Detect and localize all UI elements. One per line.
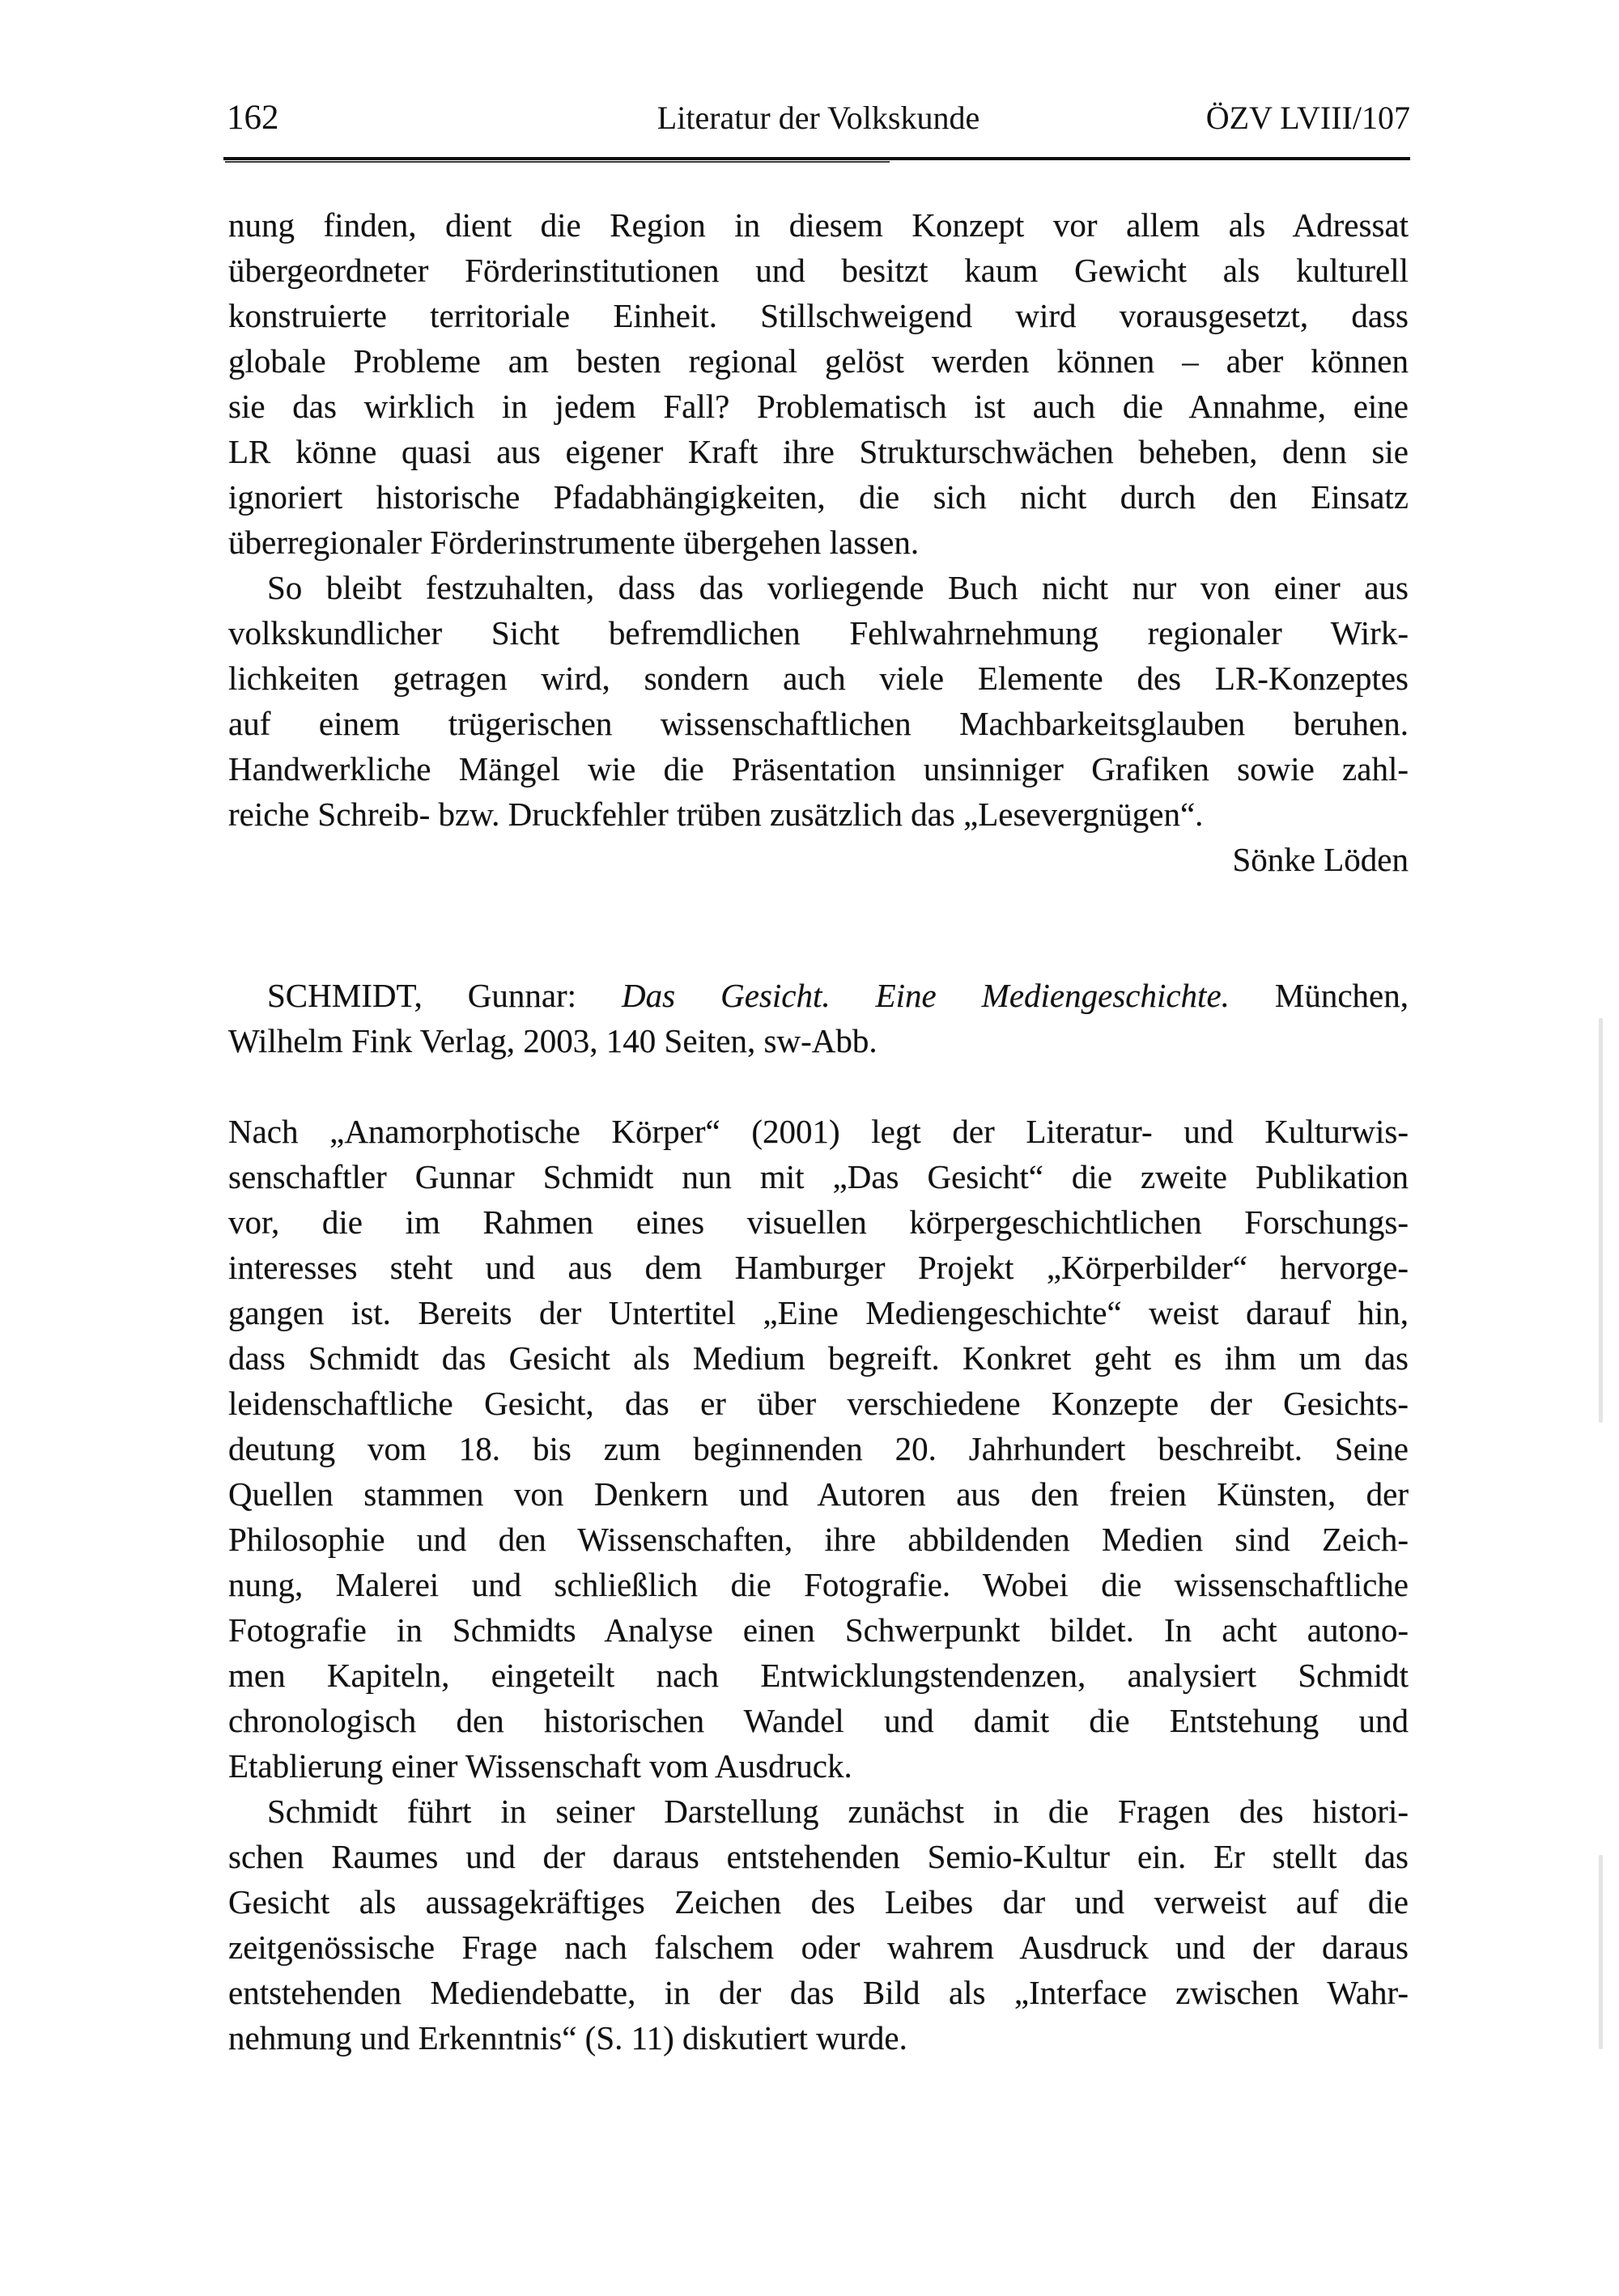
text-segment: Wilhelm Fink Verlag, 2003, 140 Seiten, sw-Abb.	[228, 1022, 877, 1059]
text-segment: entstehenden Mediendebatte, in der das Bild als „Interface zwischen Wahr-	[228, 1974, 1409, 2011]
text-line	[228, 474, 1409, 520]
running-title: Literatur der Volkskunde	[657, 100, 980, 136]
text-line	[228, 1517, 1409, 1562]
text-line	[228, 1109, 1409, 1154]
text-line	[228, 248, 1409, 293]
review-conclusion-paragraphs	[228, 202, 1409, 837]
text-segment: nung, Malerei und schließlich die Fotografie. Wobei die wissenschaftliche	[228, 1566, 1409, 1603]
scan-artifact	[1599, 1018, 1603, 1423]
reviewer-signature: Sönke Löden	[1232, 841, 1409, 878]
text-line	[228, 1018, 1409, 1063]
text-segment: Gesicht als aussagekräftiges Zeichen des Leibes dar und verweist auf die	[228, 1883, 1409, 1920]
text-line	[228, 384, 1409, 429]
text-segment: konstruierte territoriale Einheit. Stillschweigend wird vorausgesetzt, dass	[228, 297, 1409, 334]
text-segment: ignoriert historische Pfadabhängigkeiten, die sich nicht durch den Einsatz	[228, 478, 1409, 516]
text-line	[228, 1381, 1409, 1426]
text-line	[228, 1426, 1409, 1471]
text-line	[228, 1653, 1409, 1698]
text-line	[228, 1290, 1409, 1335]
paragraph	[228, 202, 1409, 565]
text-line	[228, 520, 1409, 565]
text-column	[228, 202, 1409, 2060]
text-segment: globale Probleme am besten regional gelöst werden können – aber können	[228, 342, 1409, 380]
text-segment: Etablierung einer Wissenschaft vom Ausdruck.	[228, 1747, 852, 1785]
text-segment: auf einem trügerischen wissenschaftlichen Machbarkeitsglauben beruhen.	[228, 705, 1409, 742]
paragraph	[228, 565, 1409, 837]
text-segment: überregionaler Förderinstrumente übergehen lassen.	[228, 524, 920, 561]
text-segment: reiche Schreib- bzw. Druckfehler trüben zusätzlich das „Lesevergnügen“.	[228, 796, 1204, 833]
text-segment: leidenschaftliche Gesicht, das er über verschiedene Konzepte der Gesichts-	[228, 1385, 1409, 1422]
text-segment: sie das wirklich in jedem Fall? Problematisch ist auch die Annahme, eine	[228, 388, 1409, 425]
text-line	[228, 429, 1409, 474]
text-line	[228, 1789, 1409, 1834]
text-line	[228, 792, 1409, 837]
text-line	[228, 293, 1409, 338]
text-line	[228, 1335, 1409, 1381]
text-line	[228, 1834, 1409, 1879]
page-number: 162	[227, 99, 279, 137]
book-citation	[228, 973, 1409, 1063]
text-segment: Handwerkliche Mängel wie die Präsentation unsinniger Grafiken sowie zahl-	[228, 750, 1409, 787]
text-segment: deutung vom 18. bis zum beginnenden 20. Jahrhundert beschreibt. Seine	[228, 1430, 1409, 1467]
text-segment: volkskundlicher Sicht befremdlichen Fehlwahrnehmung regionaler Wirk-	[228, 614, 1409, 651]
text-line	[228, 1471, 1409, 1517]
review-body-paragraphs	[228, 1109, 1409, 2060]
text-segment: nehmung und Erkenntnis“ (S. 11) diskutiert wurde.	[228, 2019, 907, 2056]
text-segment: SCHMIDT, Gunnar:	[267, 977, 623, 1014]
text-segment: München,	[1229, 977, 1409, 1014]
text-segment: Fotografie in Schmidts Analyse einen Schwerpunkt bildet. In acht autono-	[228, 1611, 1409, 1649]
paragraph	[228, 1789, 1409, 2060]
text-line	[228, 656, 1409, 701]
text-line	[228, 1879, 1409, 1925]
text-segment: nung finden, dient die Region in diesem Konzept vor allem als Adressat	[228, 206, 1409, 244]
text-line	[228, 746, 1409, 792]
paragraph	[228, 1109, 1409, 1789]
text-segment: lichkeiten getragen wird, sondern auch viele Elemente des LR-Konzeptes	[228, 660, 1409, 697]
text-segment: Schmidt führt in seiner Darstellung zunächst in die Fragen des histori-	[267, 1793, 1409, 1830]
text-line	[228, 202, 1409, 248]
text-line	[228, 1970, 1409, 2015]
book-title-italic: Das Gesicht. Eine Mediengeschichte.	[622, 977, 1230, 1014]
scan-artifact	[1599, 1855, 1603, 2049]
text-segment: So bleibt festzuhalten, dass das vorliegende Buch nicht nur von einer aus	[267, 569, 1409, 606]
text-line	[228, 2015, 1409, 2060]
text-line	[228, 610, 1409, 656]
journal-reference: ÖZV LVIII/107	[1205, 100, 1410, 136]
text-segment: men Kapiteln, eingeteilt nach Entwicklungstendenzen, analysiert Schmidt	[228, 1657, 1409, 1694]
text-line	[228, 1925, 1409, 1970]
text-segment: vor, die im Rahmen eines visuellen körpergeschichtlichen Forschungs-	[228, 1203, 1409, 1241]
text-segment: senschaftler Gunnar Schmidt nun mit „Das Gesicht“ die zweite Publikation	[228, 1158, 1409, 1195]
text-segment: Quellen stammen von Denkern und Autoren aus den freien Künsten, der	[228, 1475, 1409, 1513]
text-line	[228, 1562, 1409, 1607]
text-line	[228, 1698, 1409, 1743]
text-segment: schen Raumes und der daraus entstehenden Semio-Kultur ein. Er stellt das	[228, 1838, 1409, 1875]
text-line	[228, 338, 1409, 384]
text-segment: Nach „Anamorphotische Körper“ (2001) legt der Literatur- und Kulturwis-	[228, 1113, 1409, 1150]
text-line	[228, 1245, 1409, 1290]
header-rule	[223, 157, 1410, 160]
text-line	[228, 701, 1409, 746]
text-segment: LR könne quasi aus eigener Kraft ihre Strukturschwächen beheben, denn sie	[228, 433, 1409, 470]
text-segment: zeitgenössische Frage nach falschem oder wahrem Ausdruck und der daraus	[228, 1929, 1409, 1966]
text-segment: dass Schmidt das Gesicht als Medium begreift. Konkret geht es ihm um das	[228, 1339, 1409, 1377]
text-line	[228, 973, 1409, 1018]
running-header	[227, 97, 1410, 139]
text-line	[228, 565, 1409, 610]
text-segment: interesses steht und aus dem Hamburger Projekt „Körperbilder“ hervorge-	[228, 1249, 1409, 1286]
text-line	[228, 1743, 1409, 1789]
text-segment: chronologisch den historischen Wandel und damit die Entstehung und	[228, 1702, 1409, 1739]
text-segment: gangen ist. Bereits der Untertitel „Eine Mediengeschichte“ weist darauf hin,	[228, 1294, 1409, 1331]
text-segment: Philosophie und den Wissenschaften, ihre abbildenden Medien sind Zeich-	[228, 1521, 1409, 1558]
text-segment: übergeordneter Förderinstitutionen und besitzt kaum Gewicht als kulturell	[228, 252, 1409, 289]
text-line	[228, 1607, 1409, 1653]
text-line	[228, 1154, 1409, 1199]
text-line	[228, 1199, 1409, 1245]
